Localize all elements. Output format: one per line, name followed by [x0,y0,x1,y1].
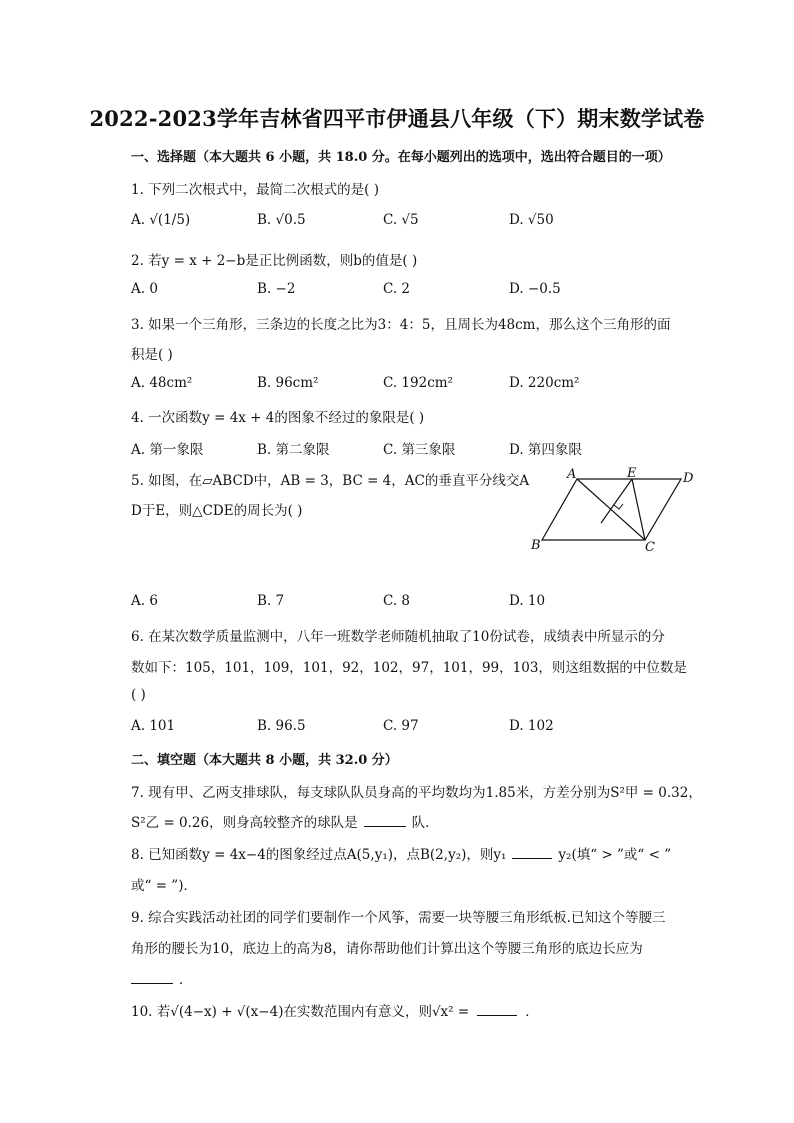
label-c: C [645,540,655,555]
question-2: 2. 若y = x + 2−b是正比例函数，则b的值是( ) [131,253,418,269]
question-4: 4. 一次函数y = 4x + 4的图象不经过的象限是( ) [131,410,425,426]
q1-option-b: B. √0.5 [257,212,306,228]
q1-option-d: D. √50 [509,212,554,228]
q10-text: 10. 若√(4−x) + √(x−4)在实数范围内有意义，则√x² = [131,1004,470,1020]
question-9-line-1: 9. 综合实践活动社团的同学们要制作一个风筝，需要一块等腰三角形纸板.已知这个等腰三 [131,910,666,926]
question-3-line-1: 3. 如果一个三角形，三条边的长度之比为3：4：5，且周长为48cm，那么这个三角形的面 [131,317,671,333]
q2-option-c: C. 2 [383,281,411,297]
question-6-line-3: ( ) [131,687,146,703]
question-9-line-3 [131,968,193,988]
q7-text-end: 队． [411,815,439,831]
q5-option-b: B. 7 [257,593,285,609]
q3-option-d: D. 220cm² [509,375,580,391]
q6-option-c: C. 97 [383,718,419,734]
q5-option-a: A. 6 [131,593,158,609]
q5-option-d: D. 10 [509,593,546,609]
q9-answer-blank[interactable] [131,969,173,984]
label-d: D [683,471,694,486]
q7-answer-blank[interactable] [364,812,406,827]
q6-option-b: B. 96.5 [257,718,306,734]
label-a: A [567,467,577,482]
q4-option-a: A. 第一象限 [131,442,204,458]
label-b: B [531,538,541,553]
question-5-line-2: D于E，则△CDE的周长为( ) [131,503,303,519]
question-8-line-2: 或“ = ”)． [131,878,197,894]
q4-option-c: C. 第三象限 [383,442,456,458]
section-choice-header: 一、选择题（本大题共 6 小题，共 18.0 分。在每小题列出的选项中，选出符合题目的一项） [131,150,671,165]
q5-option-c: C. 8 [383,593,411,609]
q2-option-b: B. −2 [257,281,296,297]
q6-option-a: A. 101 [131,718,176,734]
page-title: 2022-2023学年吉林省四平市伊通县八年级（下）期末数学试卷 [89,106,705,131]
q8-text: 8. 已知函数y = 4x−4的图象经过点A(5,y₁)，点B(2,y₂)，则y₁ [131,847,507,863]
question-8-line-1 [131,843,671,863]
question-5-line-1: 5. 如图，在▱ABCD中，AB = 3，BC = 4，AC的垂直平分线交A [131,473,530,489]
q9-text-end: ． [179,972,193,988]
question-6-line-1: 6. 在某次数学质量监测中，八年一班数学老师随机抽取了10份试卷，成绩表中所显示的分 [131,629,665,645]
q3-option-c: C. 192cm² [383,375,453,391]
question-6-line-2: 数如下：105，101，109，101，92，102，97，101，99，103，则这组数据的中位数是 [131,660,687,676]
label-e: E [627,466,637,481]
q10-answer-blank[interactable] [477,1001,517,1016]
q8-text-end: y₂(填“ > ”或“ < ” [558,847,672,863]
q2-option-a: A. 0 [131,281,158,297]
question-3-line-2: 积是( ) [131,347,173,363]
q1-option-a: A. √(1/5) [131,212,191,228]
section-fill-header: 二、填空题（本大题共 8 小题，共 32.0 分） [131,753,398,768]
question-7-line-1: 7. 现有甲、乙两支排球队，每支球队队员身高的平均数均为1.85米，方差分别为S²甲 = 0.32， [131,785,702,801]
q4-option-b: B. 第二象限 [257,442,330,458]
q3-option-b: B. 96cm² [257,375,319,391]
q1-option-c: C. √5 [383,212,419,228]
q8-answer-blank[interactable] [512,844,552,859]
q7-text: S²乙 = 0.26，则身高较整齐的球队是 [131,815,358,831]
perpendicular-bisector [601,479,632,523]
question-10 [131,1000,539,1020]
question-9-line-2: 角形的腰长为10，底边上的高为8，请你帮助他们计算出这个等腰三角形的底边长应为 [131,941,643,957]
parallelogram-figure [525,465,705,555]
q4-option-d: D. 第四象限 [509,442,582,458]
question-1: 1. 下列二次根式中，最简二次根式的是( ) [131,182,379,198]
q6-option-d: D. 102 [509,718,554,734]
right-angle-mark [614,504,623,509]
q10-text-end: ． [525,1004,539,1020]
q2-option-d: D. −0.5 [509,281,561,297]
question-7-line-2 [131,811,439,831]
q3-option-a: A. 48cm² [131,375,193,391]
